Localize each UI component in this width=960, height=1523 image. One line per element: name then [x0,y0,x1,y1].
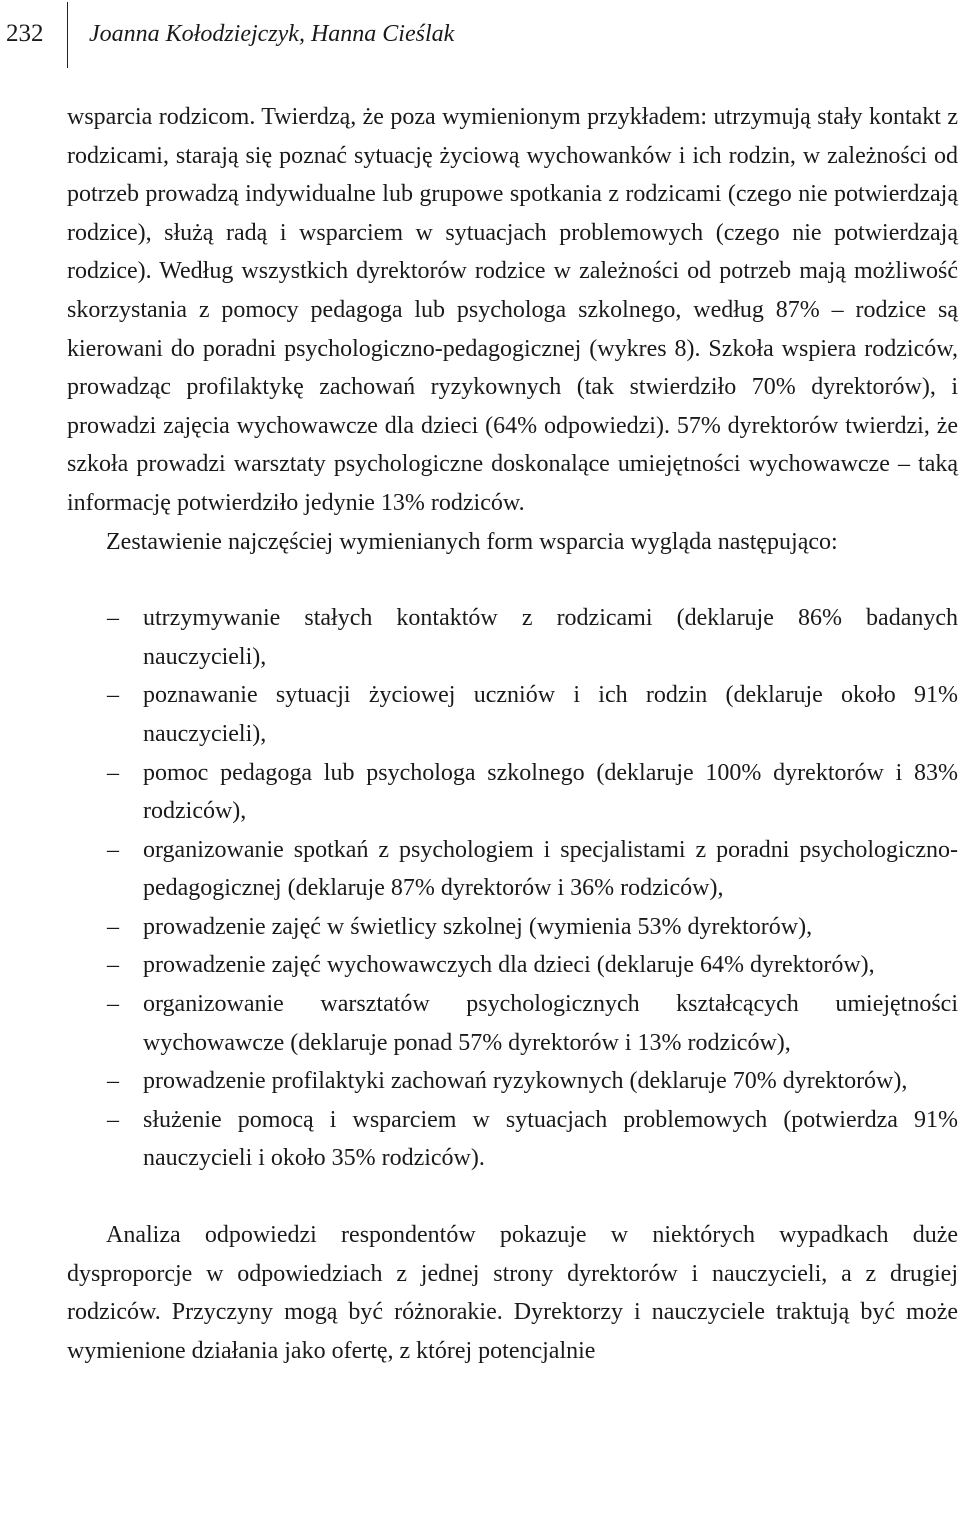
dash-bullet: – [107,952,119,979]
support-forms-list [67,599,958,1178]
dash-bullet: – [107,605,119,632]
running-head-authors: Joanna Kołodziejczyk, Hanna Cieślak [89,21,455,47]
dash-bullet: – [107,913,119,940]
list-item-text: prowadzenie zajęć w świetlicy szkolnej (wymienia 53% dyrektorów), [143,913,813,940]
list-item-text: poznawanie sytuacji życiowej uczniów i ich rodzin (deklaruje około 91% nauczycieli), [143,682,958,747]
paragraph-list-intro: Zestawienie najczęściej wymienianych form wsparcia wygląda następująco: [106,528,838,555]
list-item [67,754,958,831]
paragraph-support-for-parents: wsparcia rodzicom. Twierdzą, że poza wymienionym przykładem: utrzymują stały kontakt z rodzicami, starają się poznać sytuację życiową wychowanków i ich rodzin, w zależności od potrzeb prowadzą indywidualne lub grupowe spotkania z rodzicami (czego nie potwierdzają rodzice), służą radą i wsparciem w sytuacjach problemowych (czego nie potwierdzają rodzice). Według wszystkich dyrektorów rodzice w zależności od potrzeb mają możliwość skorzystania z pomocy pedagoga lub psychologa szkolnego, według 87% – rodzice są kierowani do poradni psychologiczno-pedagogicznej (wykres 8). Szkoła wspiera rodziców, prowadząc profilaktykę zachowań ryzykownych (tak stwierdziło 70% dyrektorów), i prowadzi zajęcia wychowawcze dla dzieci (64% odpowiedzi). 57% dyrektorów twierdzi, że szkoła prowadzi warsztaty psychologiczne doskonalące umiejętności wychowawcze – taką informację potwierdziło jedynie 13% rodziców. [67,104,958,516]
list-item-text: utrzymywanie stałych kontaktów z rodzicami (deklaruje 86% badanych nauczycieli), [143,605,958,670]
list-item-text: służenie pomocą i wsparciem w sytuacjach problemowych (potwierdza 91% nauczycieli i około 35% rodziców). [143,1106,958,1172]
list-item-text: organizowanie warsztatów psychologicznych kształcących umiejętności wychowawcze (deklaruje ponad 57% dyrektorów i 13% rodziców), [143,991,958,1056]
list-item-text: pomoc pedagoga lub psychologa szkolnego (deklaruje 100% dyrektorów i 83% rodziców), [143,759,958,825]
list-item-text: organizowanie spotkań z psychologiem i specjalistami z poradni psychologiczno-pedagogicznej (deklaruje 87% dyrektorów i 36% rodziców), [143,836,958,902]
list-item [67,599,958,676]
list-item [67,908,958,947]
dash-bullet: – [107,1068,119,1095]
list-item [67,1062,958,1101]
page-header [0,0,960,70]
dash-bullet: – [107,836,119,863]
list-item [67,946,958,985]
list-item [67,985,958,1062]
page-body [67,98,958,1370]
list-item [67,1101,958,1178]
page-number: 232 [6,20,44,47]
list-item [67,676,958,753]
list-item-text: prowadzenie zajęć wychowawczych dla dzieci (deklaruje 64% dyrektorów), [143,952,875,979]
dash-bullet: – [107,991,119,1018]
list-item-text: prowadzenie profilaktyki zachowań ryzykownych (deklaruje 70% dyrektorów), [143,1068,908,1095]
dash-bullet: – [107,682,119,709]
dash-bullet: – [107,1106,119,1133]
dash-bullet: – [107,759,119,786]
paragraph-analysis: Analiza odpowiedzi respondentów pokazuje w niektórych wypadkach duże dysproporcje w odpowiedziach z jednej strony dyrektorów i nauczycieli, a z drugiej rodziców. Przyczyny mogą być różnorakie. Dyrektorzy i nauczyciele traktują być może wymienione działania jako ofertę, z której potencjalnie [67,1222,958,1364]
header-divider [67,2,68,68]
list-item [67,831,958,908]
